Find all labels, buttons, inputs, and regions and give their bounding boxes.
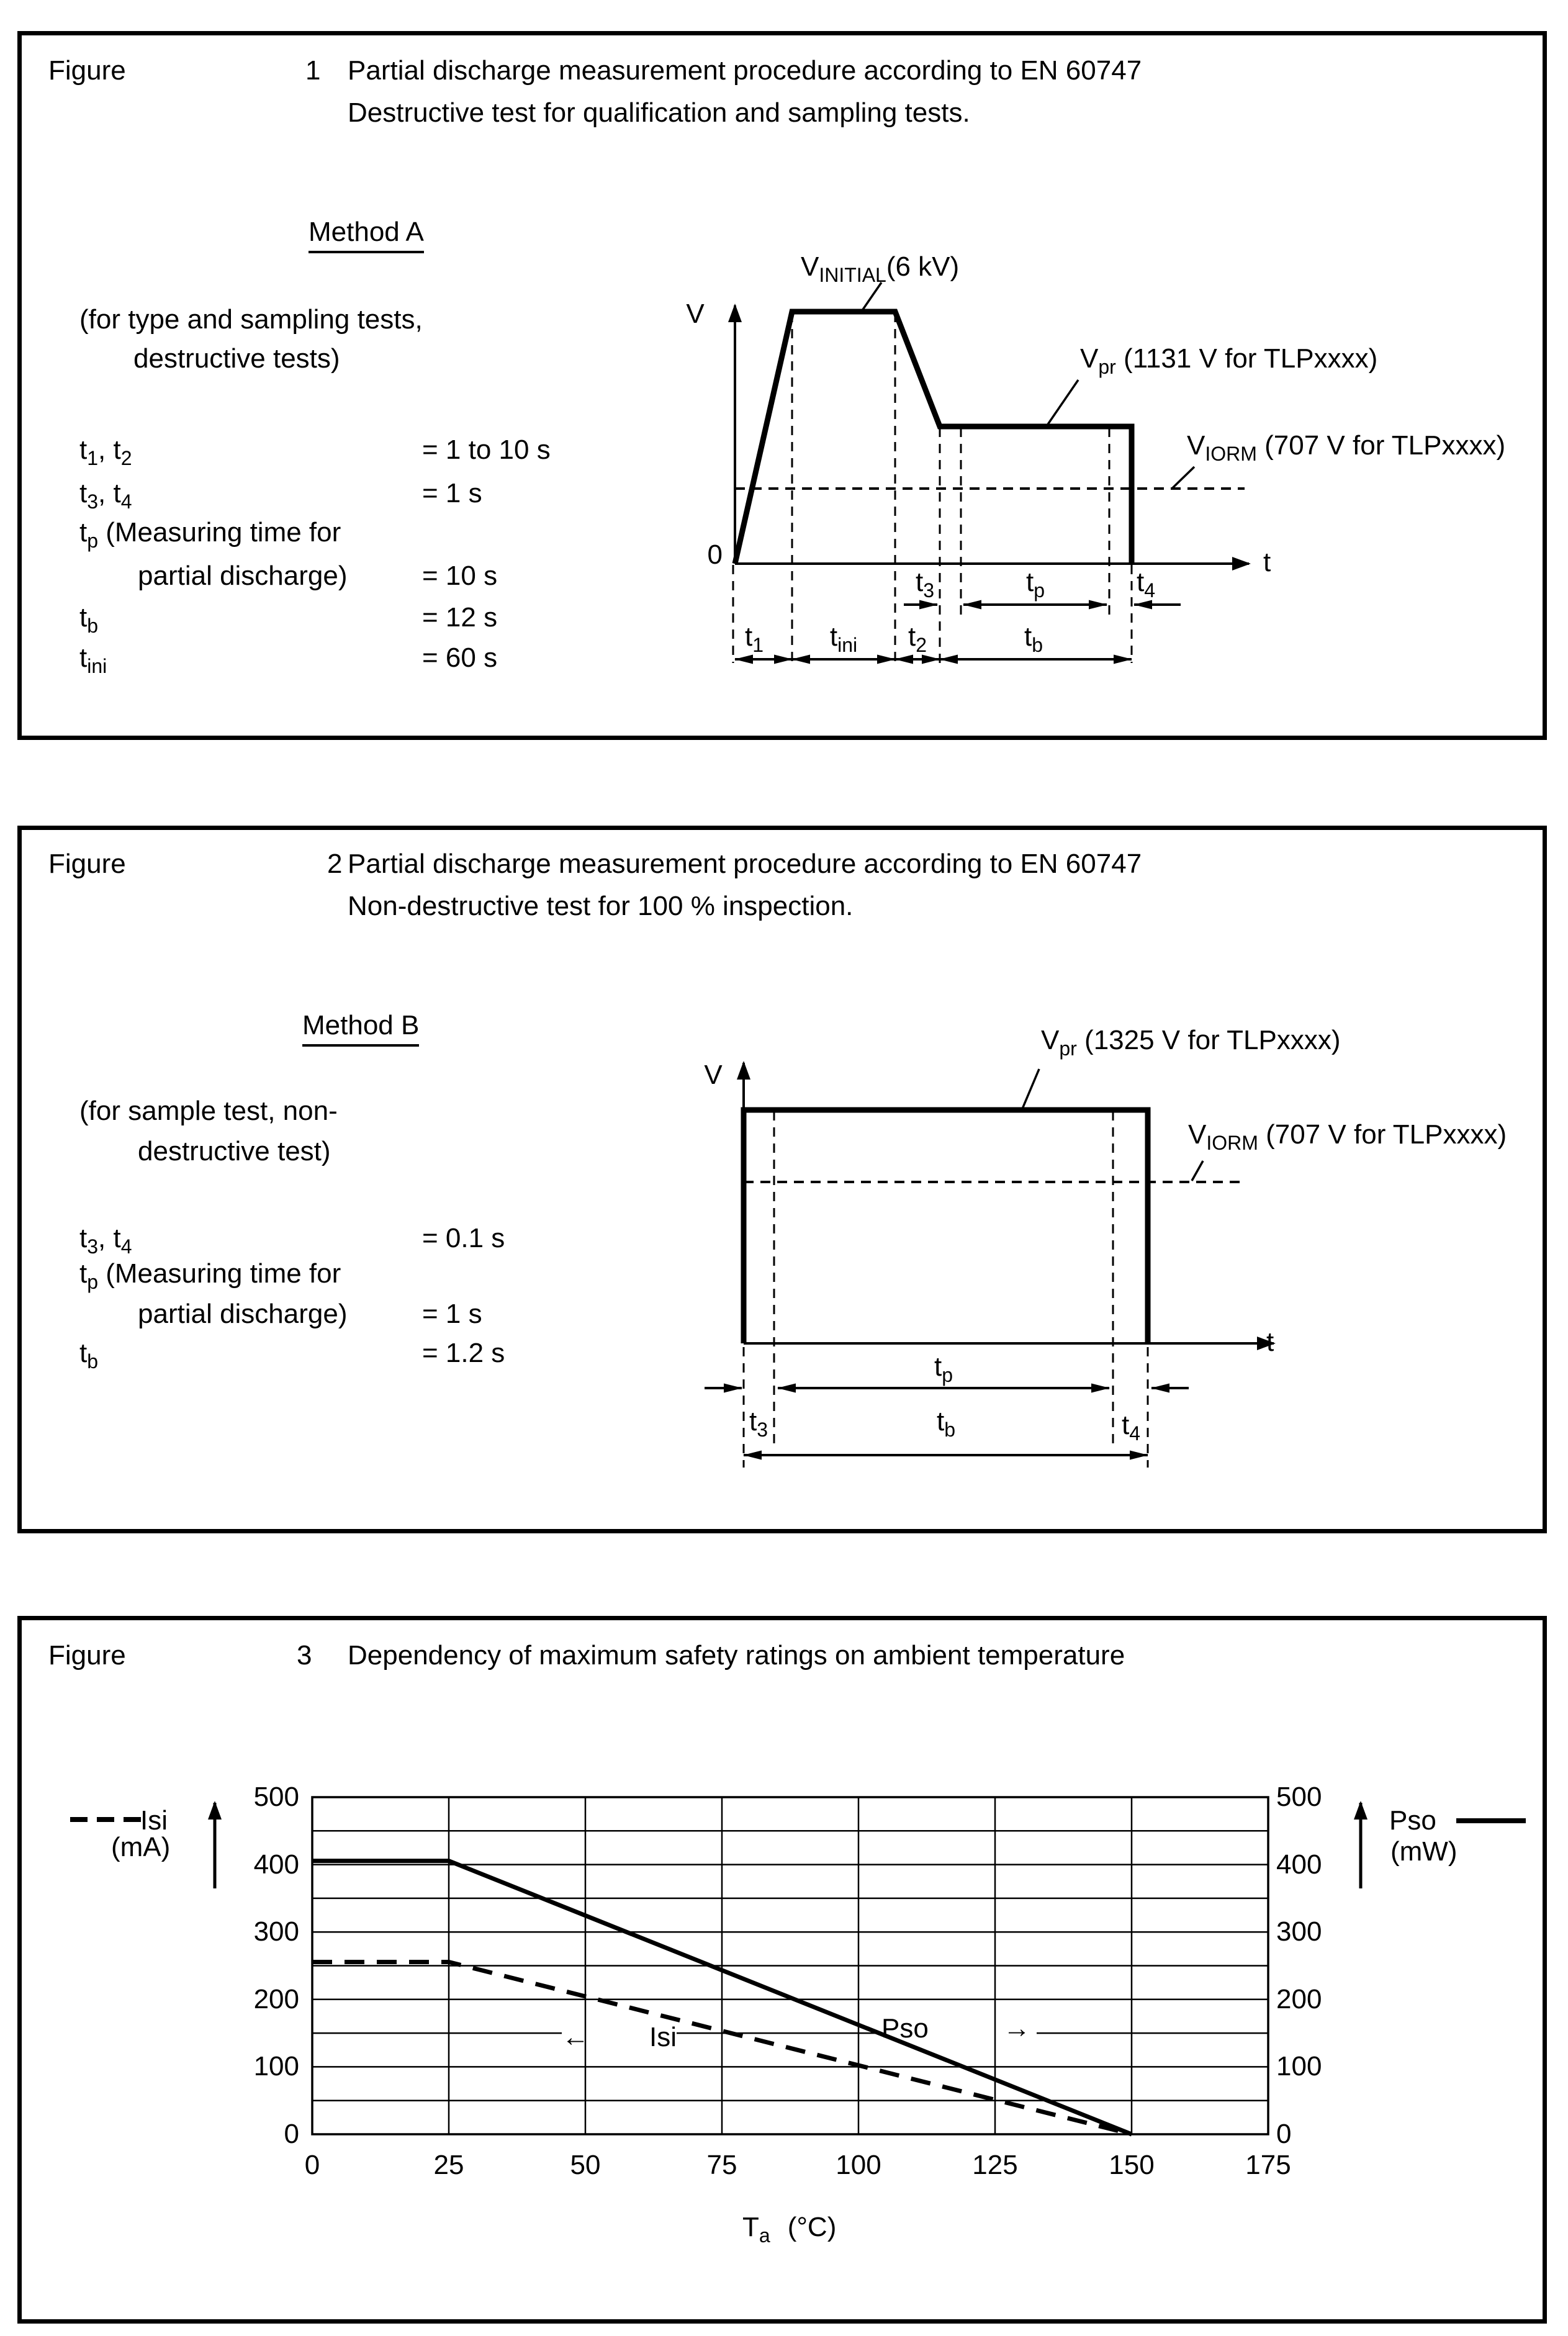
isi-legend-name: Isi (140, 1805, 168, 1836)
figure1-note-line1: (for type and sampling tests, (79, 304, 423, 335)
figure2-x-axis-label: t (1266, 1327, 1274, 1357)
figure2-label: Figure (48, 849, 126, 879)
figure1-title-line1: Partial discharge measurement procedure according to EN 60747 (348, 55, 1142, 86)
figure2-param-t3t4: $t_3$, $t_4$ (79, 1223, 132, 1258)
figure1-param-tini-value: = 60 s (422, 643, 498, 673)
y-tick-right-500: 500 (1276, 1782, 1322, 1812)
figure2-title-line1: Partial discharge measurement procedure according to EN 60747 (348, 849, 1142, 879)
figure1-dim-t1: $t_1$ (744, 621, 764, 656)
figure1-param-tini: $t_{ini}$ (79, 643, 107, 677)
figure1-dim-tini: $t_{ini}$ (829, 621, 858, 656)
figure1-dim-t4: $t_4$ (1136, 567, 1156, 602)
y-tick-right-0: 0 (1276, 2119, 1292, 2149)
figure1-dim-t2: $t_2$ (908, 621, 927, 656)
x-tick-150: 150 (1109, 2150, 1155, 2180)
figure1-dimension-arrows (735, 605, 1181, 659)
y-tick-right-300: 300 (1276, 1916, 1322, 1947)
figure2-method-heading: Method B (302, 1009, 419, 1042)
figure1-dim-tb: $t_b$ (1024, 621, 1043, 656)
x-axis-label: $T_a$ (°C) (742, 2212, 837, 2247)
pso-legend-unit: (mW) (1390, 1836, 1458, 1867)
figure1-label: Figure (48, 55, 126, 86)
figure1-note-line2: destructive tests) (133, 343, 340, 374)
isi-legend-unit: (mA) (111, 1832, 171, 1862)
figure1-param-t1t2: $t_1$, $t_2$ (79, 435, 132, 469)
figure2-param-t3t4-value: = 0.1 s (422, 1223, 505, 1253)
figure2-title-line2: Non-destructive test for 100 % inspection. (348, 891, 854, 921)
x-tick-100: 100 (836, 2150, 881, 2180)
x-tick-75: 75 (706, 2150, 737, 2180)
figure1-param-tp: $t_p$ (Measuring time for (79, 517, 341, 552)
figure1-param-t1t2-value: = 1 to 10 s (422, 435, 551, 465)
figure1-title-line2: Destructive test for qualification and sampling tests. (348, 97, 970, 128)
pso-curve-annotation: Pso → (881, 2013, 1030, 2044)
figure2-vpr-label: $V_{pr}$ (1325 V for TLPxxxx) (1041, 1025, 1341, 1060)
figure3-label: Figure (48, 1640, 126, 1671)
y-tick-left-400: 400 (253, 1849, 299, 1880)
y-tick-right-200: 200 (1276, 1984, 1322, 2014)
figure2-note-line2: destructive test) (138, 1136, 331, 1166)
figure1-param-t3t4-value: = 1 s (422, 478, 482, 508)
figure1-leader-lines (862, 282, 1194, 488)
figure1-param-t3t4: $t_3$, $t_4$ (79, 478, 132, 513)
y-tick-left-0: 0 (284, 2119, 299, 2149)
figure2-param-tp-cont: partial discharge) (138, 1299, 348, 1329)
figure2-param-tb-value: = 1.2 s (422, 1338, 505, 1368)
figure2-voltage-waveform (744, 1110, 1148, 1343)
y-tick-right-400: 400 (1276, 1849, 1322, 1880)
figure2-dim-tb: $t_b$ (936, 1406, 956, 1441)
figure2-dim-tp: $t_p$ (934, 1351, 953, 1386)
figure1-x-axis-label: t (1263, 547, 1271, 577)
figure1-voltage-waveform (735, 312, 1132, 564)
figure2-dim-t4: $t_4$ (1121, 1410, 1141, 1445)
figure1-y-axis-label: V (686, 299, 705, 329)
pso-legend-name: Pso (1389, 1805, 1436, 1836)
figure2-y-axis-label: V (704, 1060, 723, 1090)
figure1-dim-t3: $t_3$ (915, 567, 935, 602)
figure2-note-line1: (for sample test, non- (79, 1096, 338, 1126)
figure2-param-tp-value: = 1 s (422, 1299, 482, 1329)
y-tick-right-100: 100 (1276, 2051, 1322, 2081)
figure1-param-tb: $t_b$ (79, 602, 99, 637)
figure1-vpr-label: $V_{pr}$ (1131 V for TLPxxxx) (1080, 343, 1378, 378)
y-tick-left-200: 200 (253, 1984, 299, 2014)
figure1-vinitial-label: $V_{INITIAL}(6$ kV) (801, 251, 960, 286)
figure1-param-tb-value: = 12 s (422, 602, 498, 633)
figure2-param-tp: $t_p$ (Measuring time for (79, 1258, 341, 1293)
figure2-dim-t3: $t_3$ (749, 1406, 768, 1441)
isi-curve-annotation: ← Isi (562, 2022, 677, 2052)
x-tick-25: 25 (433, 2150, 464, 2180)
right-arrow-icon: → (1003, 2013, 1030, 2044)
y-tick-left-300: 300 (253, 1916, 299, 1947)
figure2-number: 2 (327, 849, 343, 879)
figure2-viorm-label: $V_{IORM}$ (707 V for TLPxxxx) (1188, 1119, 1507, 1154)
figure1-method-heading: Method A (309, 216, 424, 248)
figure1-origin-label: 0 (707, 539, 723, 570)
x-tick-50: 50 (570, 2150, 601, 2180)
x-tick-175: 175 (1245, 2150, 1291, 2180)
figure1-diagram (658, 248, 1304, 683)
y-tick-left-100: 100 (253, 2051, 299, 2081)
x-tick-0: 0 (304, 2150, 320, 2180)
x-tick-125: 125 (972, 2150, 1018, 2180)
figure3-title: Dependency of maximum safety ratings on ambient temperature (348, 1640, 1125, 1671)
left-arrow-icon: ← (562, 2022, 589, 2052)
figure1-param-tp-value: = 10 s (422, 561, 498, 591)
figure1-viorm-label: $V_{IORM}$ (707 V for TLPxxxx) (1187, 430, 1506, 465)
figure1-param-tp-cont: partial discharge) (138, 561, 348, 591)
figure2-param-tb: $t_b$ (79, 1338, 99, 1373)
y-tick-left-500: 500 (253, 1782, 299, 1812)
figure3-number: 3 (297, 1640, 312, 1671)
figure1-number: 1 (305, 55, 321, 86)
figure1-dim-tp: $t_p$ (1025, 567, 1045, 602)
